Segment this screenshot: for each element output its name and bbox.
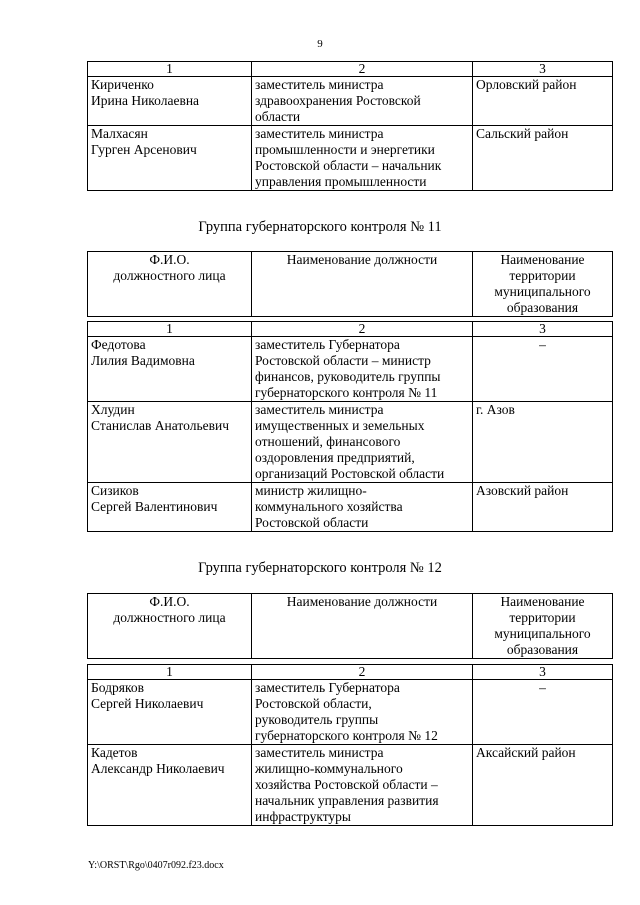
- table-row: [88, 77, 613, 126]
- position-line: заместитель министра: [255, 77, 384, 92]
- column-number: 1: [88, 665, 252, 680]
- header-line: Наименование: [500, 252, 585, 267]
- header-position: [252, 594, 473, 659]
- territory: Аксайский район: [473, 745, 613, 826]
- column-number: 2: [252, 665, 473, 680]
- name-line: Хлудин: [91, 402, 135, 417]
- official-position: [252, 77, 473, 126]
- header-line: территории: [509, 268, 576, 283]
- header-line: должностного лица: [113, 268, 226, 283]
- position-line: губернаторского контроля № 12: [255, 728, 438, 743]
- official-name: [88, 337, 252, 402]
- position-line: управления промышленности: [255, 174, 427, 189]
- name-line: Кадетов: [91, 745, 138, 760]
- file-path-footer: Y:\ORST\Rgo\0407r092.f23.docx: [88, 860, 224, 871]
- name-line: Гурген Арсенович: [91, 142, 197, 157]
- position-line: заместитель министра: [255, 402, 384, 417]
- table-row: [88, 483, 613, 532]
- position-line: Ростовской области,: [255, 696, 372, 711]
- name-line: Александр Николаевич: [91, 761, 225, 776]
- position-line: инфраструктуры: [255, 809, 351, 824]
- official-position: [252, 745, 473, 826]
- official-name: [88, 745, 252, 826]
- position-line: финансов, руководитель группы: [255, 369, 441, 384]
- header-name: [88, 594, 252, 659]
- page-number: 9: [317, 38, 323, 50]
- position-line: промышленности и энергетики: [255, 142, 435, 157]
- group-12-header-table: [87, 593, 613, 659]
- position-line: жилищно-коммунального: [255, 761, 403, 776]
- header-position: [252, 252, 473, 317]
- name-line: Малхасян: [91, 126, 148, 141]
- column-number: 1: [88, 322, 252, 337]
- position-line: отношений, финансового: [255, 434, 401, 449]
- position-line: министр жилищно-: [255, 483, 367, 498]
- column-number: 1: [88, 62, 252, 77]
- header-line: Наименование: [500, 594, 585, 609]
- header-line: образования: [506, 300, 579, 315]
- official-position: [252, 126, 473, 191]
- position-line: заместитель министра: [255, 745, 384, 760]
- header-line: муниципального: [494, 626, 591, 641]
- position-line: здравоохранения Ростовской: [255, 93, 421, 108]
- territory: –: [473, 680, 613, 745]
- position-line: оздоровления предприятий,: [255, 450, 415, 465]
- position-line: коммунального хозяйства: [255, 499, 403, 514]
- column-number-row: [88, 62, 613, 77]
- official-name: [88, 126, 252, 191]
- position-line: заместитель министра: [255, 126, 384, 141]
- column-number: 2: [252, 322, 473, 337]
- group-11-table: [87, 321, 613, 532]
- header-territory: [473, 252, 613, 317]
- territory: Орловский район: [473, 77, 613, 126]
- official-position: [252, 680, 473, 745]
- position-line: имущественных и земельных: [255, 418, 425, 433]
- name-line: Сергей Валентинович: [91, 499, 218, 514]
- header-line: Ф.И.О.: [149, 594, 190, 609]
- position-line: области: [255, 109, 301, 124]
- group-12-table: [87, 664, 613, 826]
- table-continuation: [87, 61, 613, 191]
- position-line: руководитель группы: [255, 712, 379, 727]
- position-line: начальник управления развития: [255, 793, 439, 808]
- position-line: губернаторского контроля № 11: [255, 385, 438, 400]
- header-name: [88, 252, 252, 317]
- column-number: 2: [252, 62, 473, 77]
- position-line: хозяйства Ростовской области –: [255, 777, 438, 792]
- header-territory: [473, 594, 613, 659]
- table-row: [88, 745, 613, 826]
- official-name: [88, 680, 252, 745]
- column-number: 3: [473, 322, 613, 337]
- official-name: [88, 483, 252, 532]
- name-line: Ирина Николаевна: [91, 93, 200, 108]
- group-12-title: Группа губернаторского контроля № 12: [198, 560, 442, 576]
- table-row: [88, 680, 613, 745]
- name-line: Сергей Николаевич: [91, 696, 204, 711]
- name-line: Федотова: [91, 337, 146, 352]
- table-row: [88, 402, 613, 483]
- official-position: [252, 483, 473, 532]
- territory: –: [473, 337, 613, 402]
- territory: Сальский район: [473, 126, 613, 191]
- column-number: 3: [473, 665, 613, 680]
- group-11-title: Группа губернаторского контроля № 11: [198, 219, 442, 235]
- group-11-header-table: [87, 251, 613, 317]
- territory: Азовский район: [473, 483, 613, 532]
- position-line: организаций Ростовской области: [255, 466, 445, 481]
- territory: г. Азов: [473, 402, 613, 483]
- header-line: образования: [506, 642, 579, 657]
- name-line: Бодряков: [91, 680, 144, 695]
- position-line: Ростовской области: [255, 515, 369, 530]
- header-line: муниципального: [494, 284, 591, 299]
- column-number: 3: [473, 62, 613, 77]
- official-name: [88, 77, 252, 126]
- official-position: [252, 402, 473, 483]
- name-line: Кириченко: [91, 77, 154, 92]
- header-line: территории: [509, 610, 576, 625]
- header-row: [88, 252, 613, 317]
- name-line: Лилия Вадимовна: [91, 353, 195, 368]
- position-line: Ростовской области – начальник: [255, 158, 442, 173]
- name-line: Сизиков: [91, 483, 139, 498]
- header-line: Наименование должности: [286, 594, 438, 609]
- header-line: Ф.И.О.: [149, 252, 190, 267]
- position-line: заместитель Губернатора: [255, 337, 400, 352]
- column-number-row: [88, 665, 613, 680]
- header-line: должностного лица: [113, 610, 226, 625]
- table-row: [88, 126, 613, 191]
- position-line: заместитель Губернатора: [255, 680, 400, 695]
- header-line: Наименование должности: [286, 252, 438, 267]
- name-line: Станислав Анатольевич: [91, 418, 229, 433]
- position-line: Ростовской области – министр: [255, 353, 431, 368]
- official-name: [88, 402, 252, 483]
- table-row: [88, 337, 613, 402]
- header-row: [88, 594, 613, 659]
- column-number-row: [88, 322, 613, 337]
- official-position: [252, 337, 473, 402]
